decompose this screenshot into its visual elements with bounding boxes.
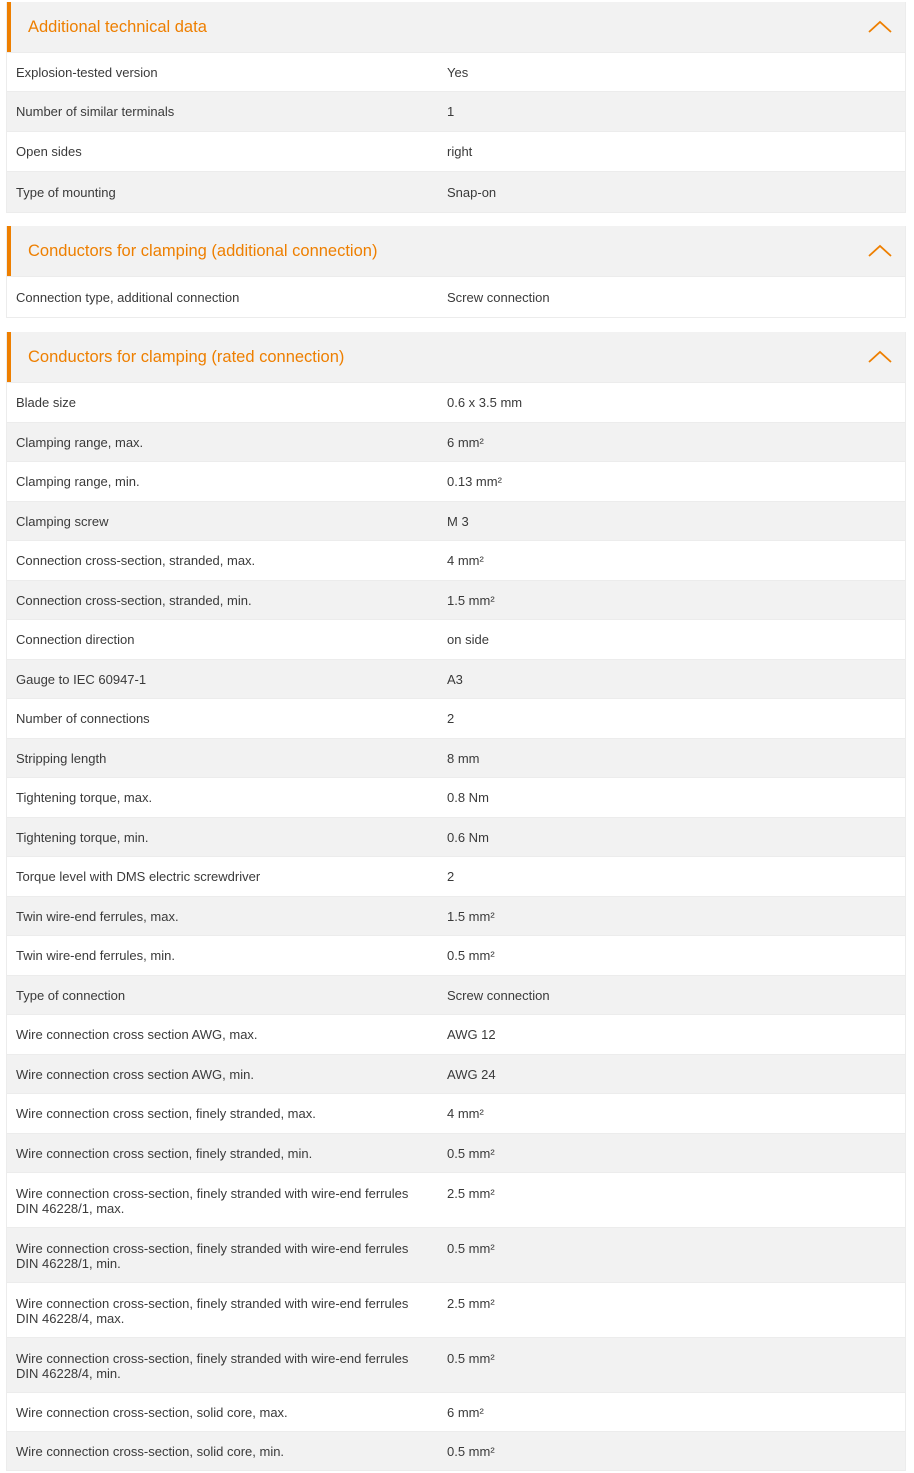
spec-label: Connection cross-section, stranded, max. [16, 553, 256, 568]
spec-value: Snap-on [447, 184, 497, 200]
spec-label: Type of mounting [16, 184, 116, 200]
spec-label: Number of similar terminals [16, 104, 175, 119]
spec-row [7, 422, 905, 461]
spec-row [7, 461, 905, 501]
spec-value: 0.13 mm² [447, 474, 502, 489]
spec-label: Number of connections [16, 711, 150, 726]
spec-value: 0.5 mm² [447, 1241, 495, 1256]
spec-value: 2.5 mm² [447, 1296, 495, 1311]
spec-label: Tightening torque, max. [16, 790, 153, 805]
spec-value: A3 [447, 671, 463, 687]
chevron-up-icon[interactable] [867, 243, 893, 259]
section-title: Conductors for clamping (rated connection) [28, 347, 345, 366]
section-header[interactable] [7, 226, 905, 276]
section-conductors-rated-connection [6, 332, 906, 1471]
spec-row [7, 1014, 905, 1054]
spec-row [7, 738, 905, 777]
spec-row [7, 698, 905, 738]
section-header[interactable] [7, 332, 905, 382]
spec-value: 6 mm² [447, 1404, 484, 1420]
spec-row [7, 935, 905, 975]
spec-label: Open sides [16, 144, 82, 159]
spec-value: 2.5 mm² [447, 1186, 495, 1201]
spec-row [7, 382, 905, 422]
spec-label: Stripping length [16, 750, 107, 766]
spec-value: 0.8 Nm [447, 790, 489, 805]
spec-label: Clamping range, max. [16, 434, 144, 450]
spec-label: Wire connection cross-section, finely stranded with wire-end ferrules DIN 46228/1, min. [16, 1241, 409, 1271]
chevron-up-icon[interactable] [867, 349, 893, 365]
spec-row [7, 1172, 905, 1227]
spec-label: Wire connection cross section, finely stranded, min. [16, 1145, 313, 1161]
spec-label: Blade size [16, 395, 76, 410]
spec-value: 0.5 mm² [447, 1351, 495, 1366]
chevron-up-icon[interactable] [867, 19, 893, 35]
spec-label: Wire connection cross-section, finely stranded with wire-end ferrules DIN 46228/4, min. [16, 1351, 409, 1381]
spec-label: Type of connection [16, 987, 126, 1003]
spec-value: Yes [447, 64, 469, 80]
spec-value: 1.5 mm² [447, 908, 495, 924]
spec-label: Wire connection cross-section, finely stranded with wire-end ferrules DIN 46228/1, max. [16, 1186, 409, 1216]
spec-value: 6 mm² [447, 434, 484, 450]
spec-value: 2 [447, 711, 455, 726]
spec-row [7, 1392, 905, 1431]
spec-row [7, 619, 905, 659]
spec-label: Wire connection cross section AWG, min. [16, 1066, 254, 1082]
spec-row [7, 540, 905, 580]
spec-row [7, 896, 905, 935]
spec-row [7, 580, 905, 619]
spec-value: 8 mm [447, 750, 480, 766]
spec-label: Torque level with DMS electric screwdriver [16, 869, 261, 884]
spec-row [7, 52, 905, 91]
spec-row [7, 171, 905, 212]
spec-label: Wire connection cross-section, finely stranded with wire-end ferrules DIN 46228/4, max. [16, 1296, 409, 1326]
spec-label: Wire connection cross-section, solid core, min. [16, 1443, 285, 1459]
spec-label: Twin wire-end ferrules, max. [16, 908, 179, 924]
section-additional-technical-data [6, 2, 906, 213]
spec-value: 0.5 mm² [447, 948, 495, 963]
spec-value: 0.5 mm² [447, 1145, 495, 1161]
spec-label: Wire connection cross section AWG, max. [16, 1027, 258, 1042]
spec-row [7, 856, 905, 896]
spec-value: 0.6 Nm [447, 829, 489, 845]
spec-row [7, 817, 905, 856]
spec-value: 0.6 x 3.5 mm [447, 395, 523, 410]
spec-label: Gauge to IEC 60947-1 [16, 671, 147, 687]
spec-label: Twin wire-end ferrules, min. [16, 948, 175, 963]
spec-row [7, 501, 905, 540]
spec-label: Connection direction [16, 632, 135, 647]
spec-value: AWG 24 [447, 1066, 496, 1082]
spec-row [7, 1431, 905, 1470]
spec-value: 2 [447, 869, 455, 884]
spec-row [7, 777, 905, 817]
spec-label: Wire connection cross-section, solid core, max. [16, 1404, 288, 1420]
section-conductors-additional-connection [6, 226, 906, 318]
spec-value: 4 mm² [447, 1106, 484, 1121]
spec-value: M 3 [447, 513, 469, 529]
spec-row [7, 1337, 905, 1392]
spec-label: Explosion-tested version [16, 64, 158, 80]
section-header[interactable] [7, 2, 905, 52]
spec-label: Wire connection cross section, finely stranded, max. [16, 1106, 316, 1121]
spec-row [7, 1227, 905, 1282]
spec-row [7, 1093, 905, 1133]
spec-label: Clamping range, min. [16, 474, 140, 489]
spec-value: 1 [447, 104, 455, 119]
spec-label: Connection type, additional connection [16, 289, 240, 305]
spec-value: 4 mm² [447, 553, 484, 568]
spec-label: Tightening torque, min. [16, 829, 149, 845]
spec-value: AWG 12 [447, 1027, 496, 1042]
spec-row [7, 131, 905, 171]
spec-value: 1.5 mm² [447, 592, 495, 608]
spec-value: 0.5 mm² [447, 1443, 495, 1459]
spec-value: on side [447, 632, 489, 647]
spec-value: right [447, 144, 473, 159]
section-title: Additional technical data [28, 17, 207, 36]
spec-row [7, 1133, 905, 1172]
spec-row [7, 1282, 905, 1337]
spec-value: Screw connection [447, 289, 550, 305]
spec-label: Clamping screw [16, 513, 109, 529]
spec-row [7, 276, 905, 317]
spec-row [7, 659, 905, 698]
spec-value: Screw connection [447, 987, 550, 1003]
spec-row [7, 91, 905, 131]
section-title: Conductors for clamping (additional connection) [28, 241, 378, 260]
spec-row [7, 975, 905, 1014]
spec-row [7, 1054, 905, 1093]
spec-label: Connection cross-section, stranded, min. [16, 592, 252, 608]
